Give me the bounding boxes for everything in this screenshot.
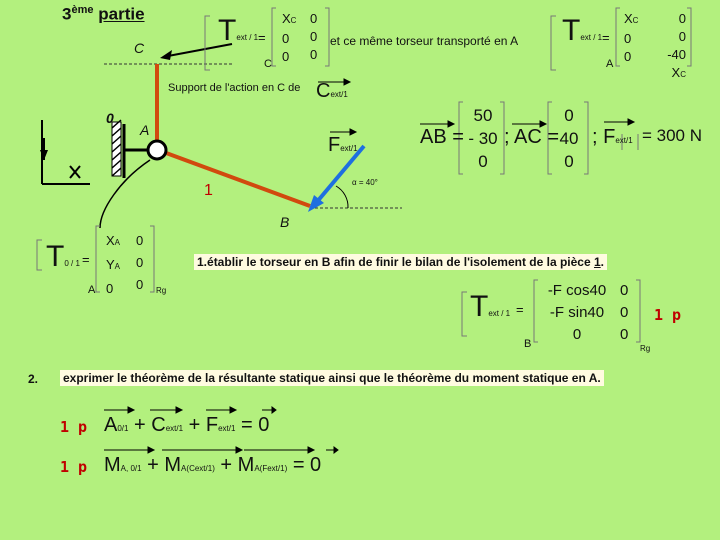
label-a: A — [140, 122, 150, 138]
equation-1: A0/1 + Cext/1 + Fext/1 = 0 — [104, 414, 270, 436]
torseur-b-col1: -F cos40 -F sin40 0 — [547, 282, 607, 343]
transport-text: et ce même torseur transporté en A — [330, 34, 519, 48]
force-label: Fext/1 — [328, 134, 358, 156]
eq-sign-c: = — [258, 30, 266, 45]
torseur-a-t: Text / 1 — [562, 14, 603, 47]
torseur-b-col2: 0 0 0 — [620, 282, 629, 343]
question-1: 1.établir le torseur en B afin de finir le bilan de l'isolement de la pièce 1. — [194, 254, 607, 270]
torseur-c-point: C — [264, 58, 272, 70]
question-2-number: 2. — [28, 372, 39, 386]
torseur-b-frame: Rg — [640, 344, 651, 353]
torseur-01-frame: Rg — [156, 286, 167, 295]
label-o: 0 — [106, 110, 114, 126]
pointer-arrowhead-c — [160, 50, 172, 60]
label-piece: 1 — [204, 182, 213, 199]
eq-sign-b: = — [516, 302, 524, 317]
equation-2: MA, 0/1 + MA(Cext/1) + MA(Fext/1) = 0 — [104, 454, 322, 476]
points-b: 1 p — [654, 306, 682, 324]
eq-sign-a: = — [602, 30, 610, 45]
vec-ac: ; AC = — [504, 126, 560, 148]
torseur-01-point: A — [88, 284, 96, 296]
pivot-a — [148, 141, 166, 159]
angle-label: α = 40° — [352, 178, 378, 187]
angle-arc — [336, 186, 348, 208]
torseur-a-point: A — [606, 58, 614, 70]
vec-ab-values: 50 - 30 0 — [468, 106, 498, 171]
torseur-c-col2: 0 0 0 — [310, 11, 318, 62]
label-b: B — [280, 214, 290, 230]
vec-f: ; Fext/1 — [592, 126, 633, 148]
page-title — [62, 4, 145, 25]
question-2: exprimer le théorème de la résultante statique ainsi que le théorème du moment statique en A. — [60, 370, 604, 386]
torseur-a-col1: XC 0 0 — [624, 11, 639, 64]
torseur-01-col1: XA YA 0 — [106, 233, 121, 296]
title-ordinal: 3 — [62, 4, 72, 24]
support-vec: Cext/1 — [316, 80, 348, 102]
label-c: C — [134, 40, 145, 56]
points-eq2: 1 p — [60, 458, 88, 476]
title-word: partie — [98, 4, 145, 24]
torseur-01-t: T0 / 1 — [46, 240, 80, 273]
support-text: Support de l'action en C de — [168, 82, 301, 94]
points-eq1: 1 p — [60, 418, 88, 436]
vec-f-value: = 300 N — [642, 126, 703, 145]
torseur-01-col2: 0 0 0 — [136, 233, 144, 292]
torseur-b-t: Text / 1 — [470, 290, 511, 323]
torseur-a-col2: 0 0 -40 XC — [667, 11, 686, 80]
vec-ac-values: 0 40 0 — [559, 106, 579, 171]
torseur-c-col1: XC 0 0 — [282, 11, 297, 64]
torseur-b-point: B — [524, 338, 532, 350]
vec-ab: AB = — [420, 126, 464, 148]
beam-diagonal — [158, 150, 310, 206]
title-sup: ème — [71, 4, 94, 16]
eq-sign-01: = — [82, 252, 90, 267]
torseur-c-t: Text / 1 — [218, 14, 259, 47]
